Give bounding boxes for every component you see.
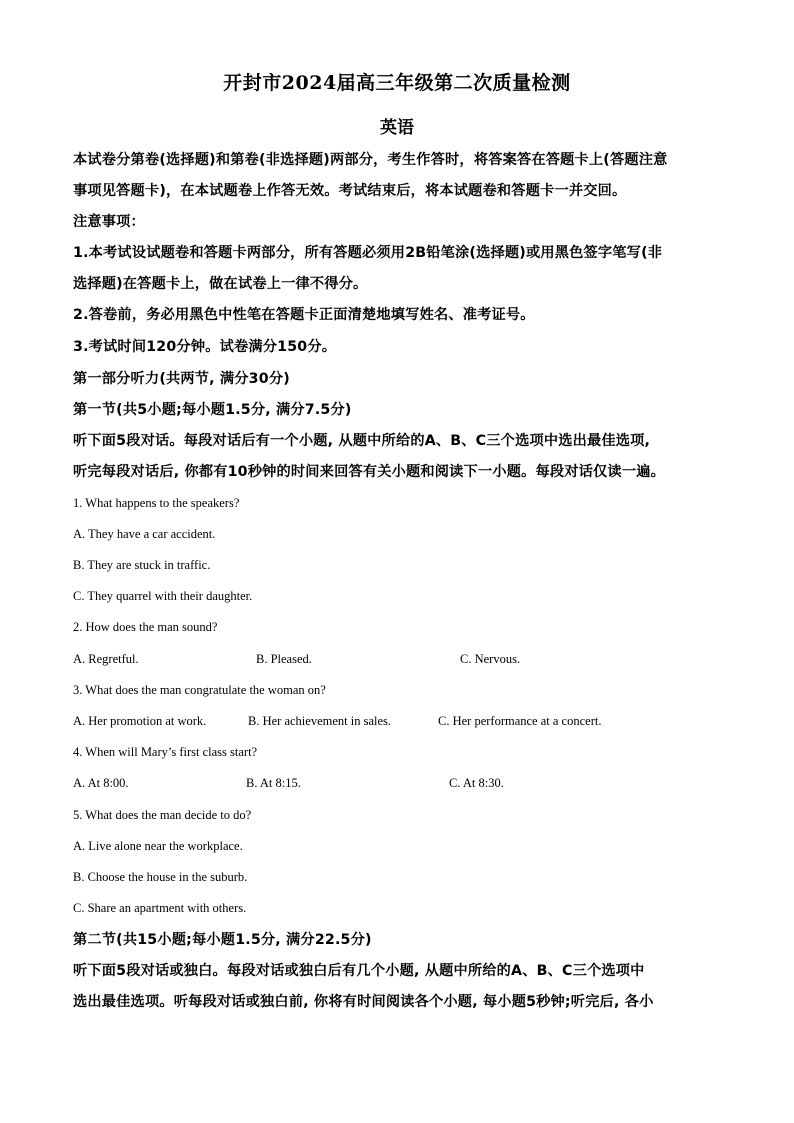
question-stem: 4. When will Mary’s first class start? (73, 745, 258, 759)
option-b: B. Choose the house in the suburb. (73, 870, 248, 884)
option-b: B. At 8:15. (246, 776, 301, 790)
option-b: B. Her achievement in sales. (248, 714, 392, 728)
exam-title: 开封市2024届高三年级第二次质量检测 (223, 72, 571, 94)
option-b: B. Pleased. (256, 652, 312, 666)
option-c: C. Nervous. (460, 652, 521, 666)
question-stem: 2. How does the man sound? (73, 620, 218, 634)
exam-subject: 英语 (380, 118, 414, 138)
option-c: C. At 8:30. (449, 776, 504, 790)
notes-item-1-line-2: 选择题)在答题卡上，做在试卷上一律不得分。 (73, 276, 368, 292)
question-stem: 3. What does the man congratulate the woman on? (73, 683, 326, 697)
intro-line-1: 本试卷分第卷(选择题)和第卷(非选择题)两部分，考生作答时，将答案答在答题卡上(答题注意 (73, 152, 668, 168)
part1-heading: 第一部分听力(共两节, 满分30分) (73, 371, 290, 387)
option-a: A. Regretful. (73, 652, 139, 666)
intro-line-2: 事项见答题卡)，在本试题卷上作答无效。考试结束后，将本试题卷和答题卡一并交回。 (73, 183, 627, 199)
section1-instruction-line-2: 听完每段对话后, 你都有10秒钟的时间来回答有关小题和阅读下一小题。每段对话仅读一遍。 (73, 464, 665, 480)
option-a: A. They have a car accident. (73, 527, 216, 541)
notes-heading: 注意事项： (73, 214, 145, 230)
notes-item-3: 3.考试时间120分钟。试卷满分150分。 (73, 339, 337, 355)
option-c: C. They quarrel with their daughter. (73, 589, 253, 603)
option-b: B. They are stuck in traffic. (73, 558, 211, 572)
question-stem: 1. What happens to the speakers? (73, 496, 240, 510)
question-stem: 5. What does the man decide to do? (73, 808, 252, 822)
option-c: C. Share an apartment with others. (73, 901, 247, 915)
option-a: A. At 8:00. (73, 776, 129, 790)
section2-heading: 第二节(共15小题;每小题1.5分, 满分22.5分) (73, 932, 372, 948)
option-a: A. Live alone near the workplace. (73, 839, 243, 853)
option-a: A. Her promotion at work. (73, 714, 207, 728)
notes-item-1-line-1: 1.本考试设试题卷和答题卡两部分，所有答题必须用2B铅笔涂(选择题)或用黑色签字笔写(非 (73, 245, 663, 261)
section2-instruction-line-2: 选出最佳选项。听每段对话或独白前, 你将有时间阅读各个小题, 每小题5秒钟;听完后, 各小 (73, 994, 654, 1010)
section1-heading: 第一节(共5小题;每小题1.5分, 满分7.5分) (73, 402, 352, 418)
section2-instruction-line-1: 听下面5段对话或独白。每段对话或独白后有几个小题, 从题中所给的A、B、C三个选项中 (73, 963, 645, 979)
section1-instruction-line-1: 听下面5段对话。每段对话后有一个小题, 从题中所给的A、B、C三个选项中选出最佳选项, (73, 433, 651, 449)
option-c: C. Her performance at a concert. (438, 714, 602, 728)
notes-item-2: 2.答卷前，务必用黑色中性笔在答题卡正面清楚地填写姓名、准考证号。 (73, 307, 535, 323)
